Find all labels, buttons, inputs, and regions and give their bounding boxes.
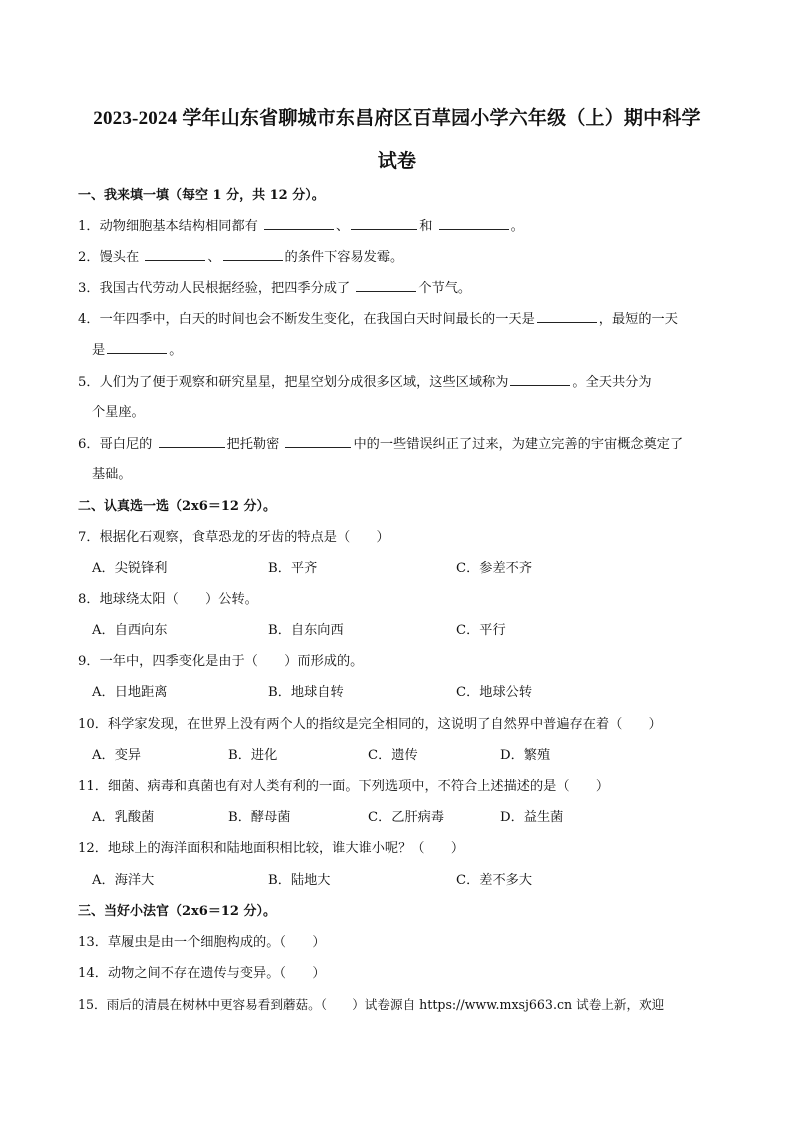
section1-heading: 一、我来填一填（每空 1 分，共 12 分）。 <box>78 188 325 203</box>
question-6: 6．哥白尼的 把托勒密 中的一些错误纠正了过来，为建立完善的宇宙概念奠定了 <box>78 437 684 452</box>
answer-blank[interactable] <box>356 279 416 292</box>
answer-blank[interactable] <box>439 217 509 230</box>
question-3: 3．我国古代劳动人民根据经验，把四季分成了 个节气。 <box>78 281 472 296</box>
question-10: 10．科学家发现，在世界上没有两个人的指纹是完全相同的，这说明了自然界中普遍存在着（ ） <box>78 717 662 732</box>
option-c[interactable]: C．差不多大 <box>456 873 533 888</box>
option-c[interactable]: C．遗传 <box>368 748 418 763</box>
option-c[interactable]: C．参差不齐 <box>456 561 533 576</box>
question-14: 14．动物之间不存在遗传与变异。（ ） <box>78 966 326 981</box>
question-5-continued: 个星座。 <box>92 405 145 420</box>
option-b[interactable]: B．陆地大 <box>268 873 331 888</box>
option-b[interactable]: B．酵母菌 <box>228 810 291 825</box>
question-5: 5．人们为了便于观察和研究星星，把星空划分成很多区域，这些区域称为 。全天共分为 <box>78 375 652 390</box>
option-d[interactable]: D．益生菌 <box>500 810 564 825</box>
option-b[interactable]: B．自东向西 <box>268 623 344 638</box>
answer-blank[interactable] <box>107 341 167 354</box>
answer-blank[interactable] <box>223 248 283 261</box>
question-4-continued: 是 。 <box>92 343 183 358</box>
answer-blank[interactable] <box>264 217 334 230</box>
question-12: 12．地球上的海洋面积和陆地面积相比较，谁大谁小呢？（ ） <box>78 841 465 856</box>
answer-blank[interactable] <box>145 248 205 261</box>
answer-blank[interactable] <box>351 217 417 230</box>
option-c[interactable]: C．乙肝病毒 <box>368 810 445 825</box>
exam-title-line1: 2023-2024 学年山东省聊城市东昌府区百草园小学六年级（上）期中科学 <box>93 108 701 129</box>
question-4: 4．一年四季中，白天的时间也会不断发生变化，在我国白天时间最长的一天是 ，最短的一天 <box>78 312 678 327</box>
question-13: 13．草履虫是由一个细胞构成的。（ ） <box>78 935 326 950</box>
question-9: 9．一年中，四季变化是由于（ ）而形成的。 <box>78 654 364 669</box>
section2-heading: 二、认真选一选（2x6＝12 分）。 <box>78 499 276 514</box>
question-2: 2．馒头在 、 的条件下容易发霉。 <box>78 250 404 265</box>
question-8: 8．地球绕太阳（ ）公转。 <box>78 592 258 607</box>
option-d[interactable]: D．繁殖 <box>500 748 551 763</box>
question-1: 1．动物细胞基本结构相同都有 、 和 。 <box>78 219 524 234</box>
option-a[interactable]: A．变异 <box>92 748 142 763</box>
option-a[interactable]: A．尖锐锋利 <box>92 561 168 576</box>
option-b[interactable]: B．平齐 <box>268 561 318 576</box>
answer-blank[interactable] <box>510 373 570 386</box>
question-15: 15．雨后的清晨在树林中更容易看到蘑菇。（ ）试卷源自 https://www.mxsj663.cn 试卷上新，欢迎 <box>78 997 665 1012</box>
option-a[interactable]: A．日地距离 <box>92 685 168 700</box>
option-a[interactable]: A．乳酸菌 <box>92 810 155 825</box>
option-b[interactable]: B．进化 <box>228 748 278 763</box>
question-11: 11．细菌、病毒和真菌也有对人类有利的一面。下列选项中，不符合上述描述的是（ ） <box>78 779 610 794</box>
option-a[interactable]: A．自西向东 <box>92 623 168 638</box>
exam-title-line2: 试卷 <box>377 151 417 172</box>
question-6-continued: 基础。 <box>92 467 132 482</box>
answer-blank[interactable] <box>159 435 225 448</box>
answer-blank[interactable] <box>285 435 351 448</box>
option-c[interactable]: C．地球公转 <box>456 685 533 700</box>
option-b[interactable]: B．地球自转 <box>268 685 344 700</box>
option-a[interactable]: A．海洋大 <box>92 873 155 888</box>
question-7: 7．根据化石观察，食草恐龙的牙齿的特点是（ ） <box>78 530 390 545</box>
option-c[interactable]: C．平行 <box>456 623 506 638</box>
section3-heading: 三、当好小法官（2x6＝12 分）。 <box>78 904 276 919</box>
answer-blank[interactable] <box>537 310 597 323</box>
